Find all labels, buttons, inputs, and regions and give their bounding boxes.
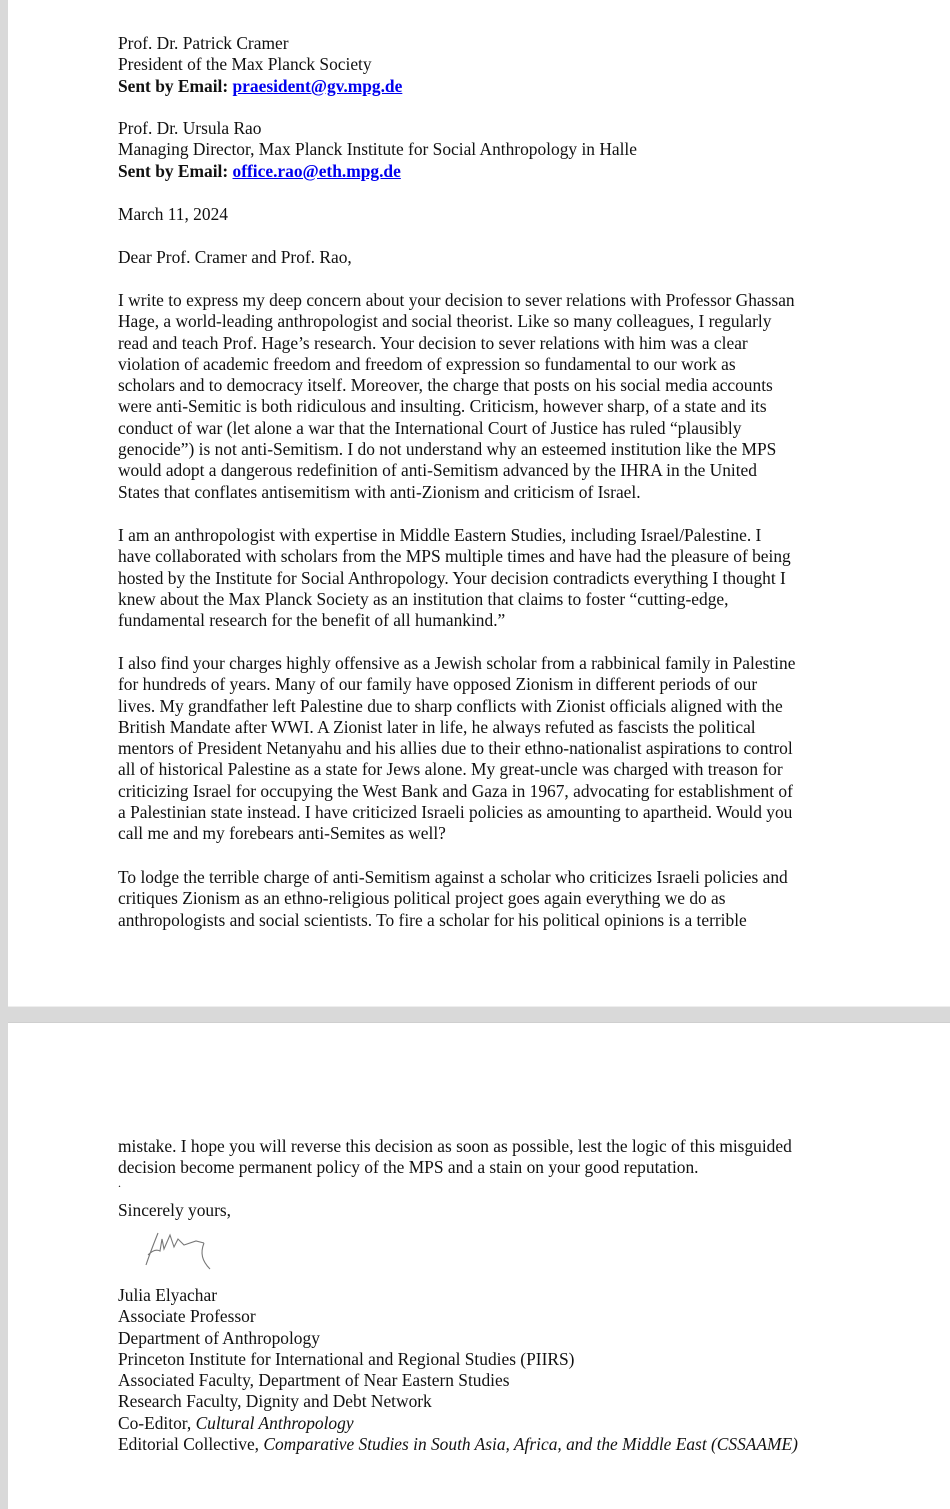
text-line: decision become permanent policy of the MPS and a stain on your good reputation. — [118, 1157, 699, 1178]
text-line: Hage, a world-leading anthropologist and social theorist. Like so many colleagues, I regularly — [118, 311, 772, 332]
recipient-title: President of the Max Planck Society — [118, 54, 372, 75]
text-line: conduct of war (let alone a war that the International Court of Justice has ruled “plausibly — [118, 417, 742, 438]
salutation: Dear Prof. Cramer and Prof. Rao, — [118, 247, 352, 267]
signer-line: Princeton Institute for International and Regional Studies (PIIRS) — [118, 1348, 575, 1369]
text-line: mistake. I hope you will reverse this decision as soon as possible, lest the logic of this misguided — [118, 1136, 792, 1156]
signer-name: Julia Elyachar — [118, 1285, 217, 1305]
text-line: British Mandate after WWI. A Zionist later in life, he always refuted as fascists the political — [118, 716, 756, 737]
text-line: anthropologists and social scientists. To fire a scholar for his political opinions is a terrible — [118, 909, 747, 930]
text-line: lives. My grandfather left Palestine due to sharp conflicts with Zionist officials aligned with the — [118, 695, 783, 716]
closing: Sincerely yours, — [118, 1200, 232, 1220]
text-line: genocide”) is not anti-Semitism. I do not understand why an esteemed institution like the MPS — [118, 439, 777, 460]
signer-line: Research Faculty, Dignity and Debt Network — [118, 1391, 432, 1412]
text-line: States that conflates antisemitism with anti-Zionism and criticism of Israel. — [118, 481, 641, 502]
text-line: would adopt a dangerous redefinition of anti-Semitism advanced by the IHRA in the United — [118, 460, 757, 481]
text-line: all of historical Palestine as a state for Jews alone. My great-uncle was charged with treason for — [118, 759, 783, 780]
email-link[interactable]: office.rao@eth.mpg.de — [232, 160, 401, 181]
recipient-name: Prof. Dr. Ursula Rao — [118, 118, 262, 138]
paragraph-1 — [118, 290, 795, 503]
recipient-1 — [118, 33, 402, 97]
signature — [134, 1225, 224, 1275]
text-line: I am an anthropologist with expertise in Middle Eastern Studies, including Israel/Palestine. I — [118, 525, 762, 545]
text-line: call me and my forebears anti-Semites as well? — [118, 823, 446, 844]
text-line: critiques Zionism as an ethno-religious political project goes again everything we do as — [118, 888, 726, 909]
signer-line: Co-Editor, Cultural Anthropology — [118, 1412, 354, 1433]
text-line: read and teach Prof. Hage’s research. Your decision to sever relations with him was a clear — [118, 332, 748, 353]
email-link[interactable]: praesident@gv.mpg.de — [232, 75, 403, 96]
text-line: for hundreds of years. Many of our family have opposed Zionism in different periods of our — [118, 674, 758, 695]
paragraph-5 — [118, 1136, 792, 1179]
recipient-2 — [118, 118, 637, 182]
recipient-title: Managing Director, Max Planck Institute for Social Anthropology in Halle — [118, 139, 637, 160]
text-line: have collaborated with scholars from the MPS multiple times and have had the pleasure of being — [118, 546, 791, 567]
letter-page-2 — [8, 1022, 950, 1509]
paragraph-2 — [118, 525, 791, 631]
text-line: I write to express my deep concern about your decision to sever relations with Professor Ghassan — [118, 290, 795, 310]
text-line: hosted by the Institute for Social Anthropology. Your decision contradicts everything I thought I — [118, 567, 786, 588]
text-line: criticizing Israel for occupying the West Bank and Gaza in 1967, advocating for establishment of — [118, 780, 793, 801]
text-line: scholars and to democracy itself. Moreover, the charge that posts on his social media accounts — [118, 375, 773, 396]
signer-line: Department of Anthropology — [118, 1327, 320, 1348]
text-line: knew about the Max Planck Society as an institution that claims to foster “cutting-edge, — [118, 588, 729, 609]
signer-block — [118, 1285, 798, 1455]
paragraph-3 — [118, 653, 795, 845]
stray-mark: . — [118, 1176, 121, 1190]
text-line: violation of academic freedom and freedom of expression so fundamental to our work as — [118, 353, 736, 374]
letter-page-1 — [8, 0, 950, 1007]
text-line: a Palestinian state instead. I have criticized Israeli policies as amounting to apartheid. Would you — [118, 802, 793, 823]
sent-label: Sent by Email: — [118, 75, 229, 96]
text-line: fundamental research for the benefit of all humankind.” — [118, 610, 506, 631]
recipient-name: Prof. Dr. Patrick Cramer — [118, 33, 289, 53]
signer-line: Associated Faculty, Department of Near Eastern Studies — [118, 1370, 510, 1391]
text-line: were anti-Semitic is both ridiculous and insulting. Criticism, however sharp, of a state and its — [118, 396, 767, 417]
text-line: To lodge the terrible charge of anti-Semitism against a scholar who criticizes Israeli policies and — [118, 867, 788, 887]
sent-label: Sent by Email: — [118, 160, 229, 181]
text-line: I also find your charges highly offensive as a Jewish scholar from a rabbinical family in Palestine — [118, 653, 796, 673]
letter-date: March 11, 2024 — [118, 204, 228, 224]
signer-line: Associate Professor — [118, 1306, 256, 1327]
paragraph-4 — [118, 867, 788, 931]
text-line: mentors of President Netanyahu and his allies due to their ethno-nationalist aspirations to control — [118, 738, 793, 759]
signer-line: Editorial Collective, Comparative Studies in South Asia, Africa, and the Middle East (CSSAAME) — [118, 1434, 798, 1455]
